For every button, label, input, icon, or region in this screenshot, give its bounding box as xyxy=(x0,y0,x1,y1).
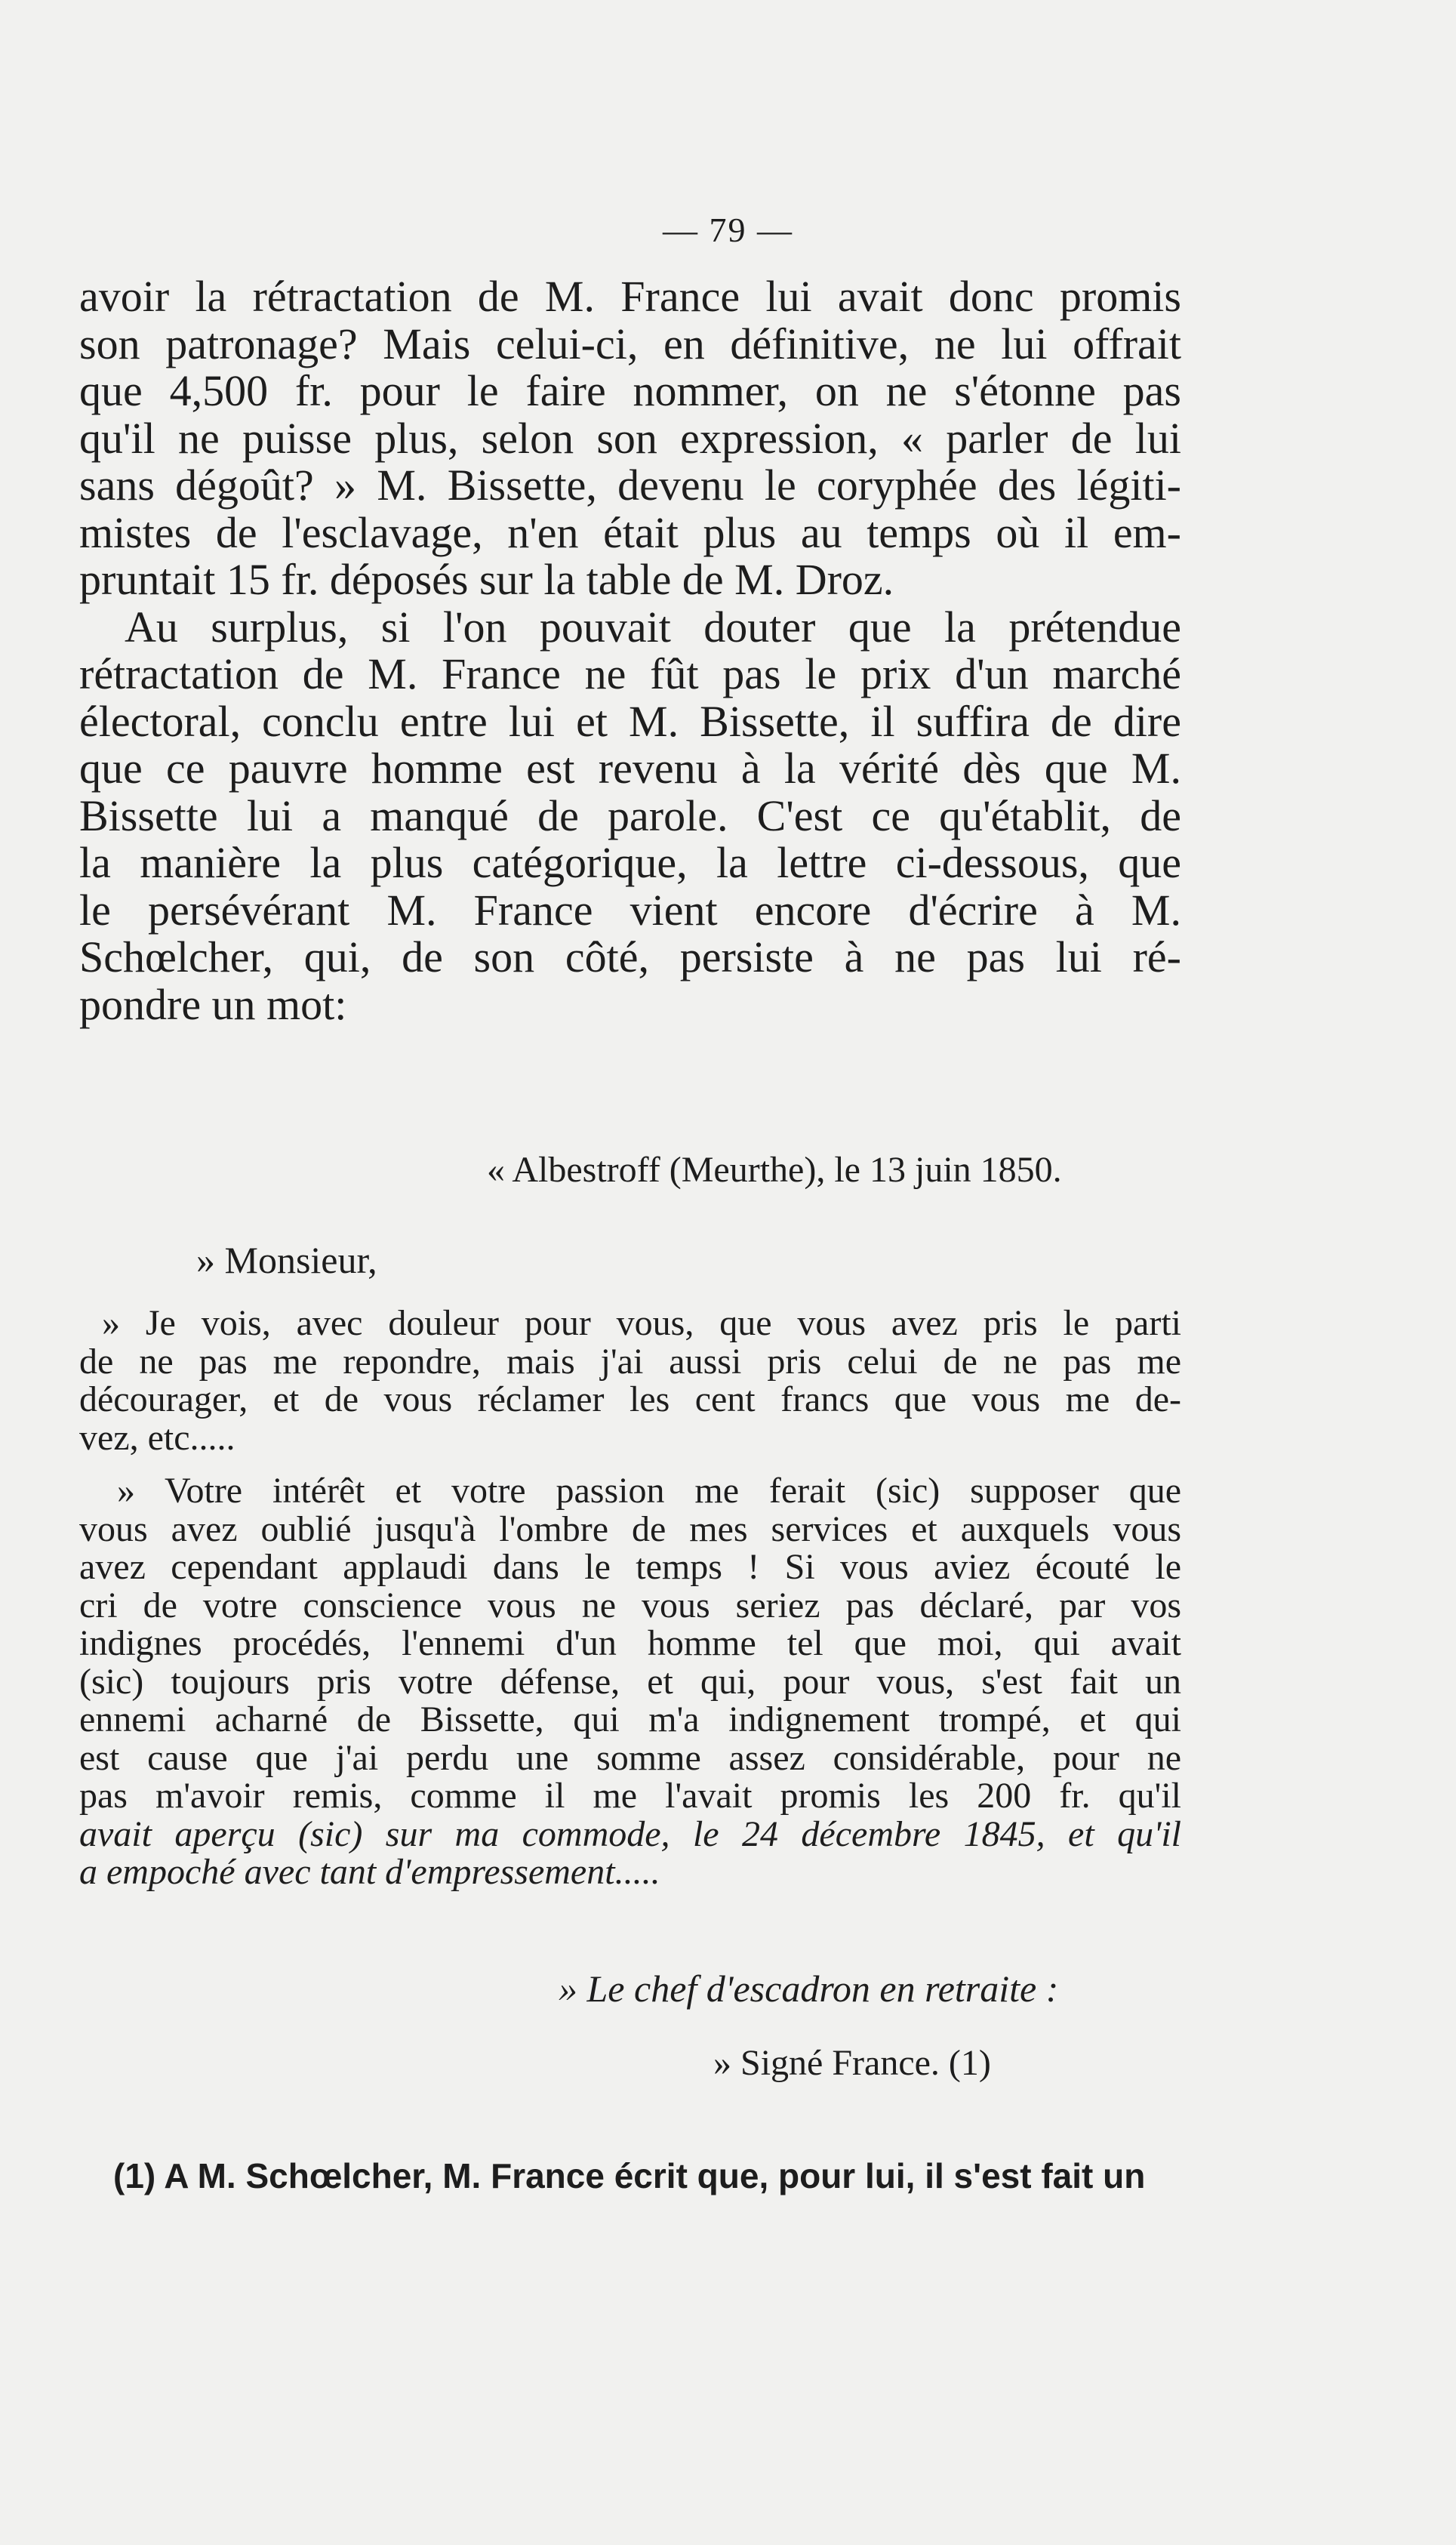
letter-salutation: » Monsieur, xyxy=(196,1239,377,1281)
letter-line: est cause que j'ai perdu une somme assez considérable, pour ne xyxy=(79,1737,1181,1778)
footnote: (1) A M. Schœlcher, M. France écrit que, pour lui, il s'est fait un xyxy=(113,2156,1146,2195)
body-line: pondre un mot: xyxy=(79,979,347,1029)
letter-line: (sic) toujours pris votre défense, et qui, pour vous, s'est fait un xyxy=(79,1661,1181,1702)
letter-line: décourager, et de vous réclamer les cent francs que vous me de- xyxy=(79,1379,1181,1419)
letter-line: indignes procédés, l'ennemi d'un homme tel que moi, qui avait xyxy=(79,1623,1181,1663)
body-line: électoral, conclu entre lui et M. Bissette, il suffira de dire xyxy=(79,696,1181,746)
body-line: pruntait 15 fr. déposés sur la table de M. Droz. xyxy=(79,555,894,604)
body-line: rétractation de M. France ne fût pas le prix d'un marché xyxy=(79,649,1181,698)
body-line: Schœlcher, qui, de son côté, persiste à ne pas lui ré- xyxy=(79,932,1181,981)
body-line: sans dégoût? » M. Bissette, devenu le coryphée des légiti- xyxy=(79,461,1181,510)
body-line: le persévérant M. France vient encore d'écrire à M. xyxy=(79,885,1181,935)
letter-line: avez cependant applaudi dans le temps ! Si vous aviez écouté le xyxy=(79,1547,1181,1587)
letter-line: de ne pas me repondre, mais j'ai aussi pris celui de ne pas me xyxy=(79,1341,1181,1382)
letter-line: vous avez oublié jusqu'à l'ombre de mes services et auxquels vous xyxy=(79,1508,1181,1549)
signature: » Signé France. (1) xyxy=(713,2043,991,2083)
body-line: son patronage? Mais celui-ci, en définitive, ne lui offrait xyxy=(79,319,1181,368)
body-line: que 4,500 fr. pour le faire nommer, on ne s'étonne pas xyxy=(79,366,1181,415)
letter-line: pas m'avoir remis, comme il me l'avait promis les 200 fr. qu'il xyxy=(79,1776,1181,1816)
letter-line: cri de votre conscience vous ne vous seriez pas déclaré, par vos xyxy=(79,1585,1181,1625)
letter-paragraph-1 xyxy=(79,1305,1181,1457)
letter-line: avait aperçu (sic) sur ma commode, le 24 décembre 1845, et qu'il xyxy=(79,1813,1181,1854)
body-line: la manière la plus catégorique, la lettre ci-dessous, que xyxy=(79,838,1181,887)
letter-line: a empoché avec tant d'empressement..... xyxy=(79,1852,660,1892)
body-line: mistes de l'esclavage, n'en était plus au temps où il em- xyxy=(79,507,1181,557)
signature-title: » Le chef d'escadron en retraite : xyxy=(559,1967,1059,2010)
page-number: — 79 — xyxy=(663,211,793,249)
body-line: Au surplus, si l'on pouvait douter que la prétendue xyxy=(125,602,1181,652)
letter-line: » Votre intérêt et votre passion me ferait (sic) supposer que xyxy=(117,1471,1181,1511)
letter-dateline: « Albestroff (Meurthe), le 13 juin 1850. xyxy=(487,1150,1062,1190)
letter-line: vez, etc..... xyxy=(79,1417,235,1458)
body-line: avoir la rétractation de M. France lui avait donc promis xyxy=(79,272,1181,321)
main-text xyxy=(79,273,1181,1028)
letter-paragraph-2 xyxy=(79,1472,1181,1892)
letter-line: » Je vois, avec douleur pour vous, que vous avez pris le parti xyxy=(102,1303,1181,1343)
body-line: que ce pauvre homme est revenu à la vérité dès que M. xyxy=(79,744,1181,793)
body-line: qu'il ne puisse plus, selon son expression, « parler de lui xyxy=(79,413,1181,463)
body-line: Bissette lui a manqué de parole. C'est ce qu'établit, de xyxy=(79,790,1181,840)
letter-line: ennemi acharné de Bissette, qui m'a indignement trompé, et qui xyxy=(79,1699,1181,1739)
